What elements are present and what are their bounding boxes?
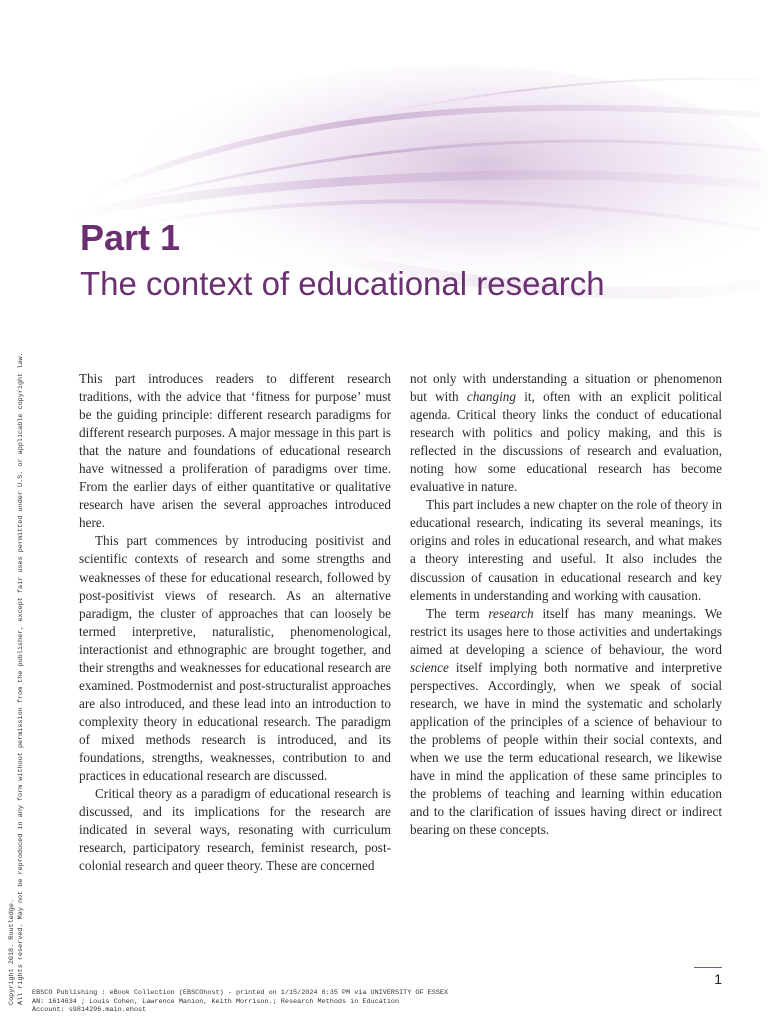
copyright-line: All rights reserved. May not be reproduced in any form without permission from the publisher, except fair uses permitted under U.S. or applicable copyright law. <box>17 352 25 1005</box>
paragraph: This part introduces readers to different research traditions, with the advice that ‘fitness for purpose’ must be the guiding principle: different research paradigms for different research purposes. A major message in this part is that the nature and foundations of educational research have witnessed a proliferation of paradigms over time. From the earlier days of either quantitative or qualitative research have arisen the several approaches introduced here. <box>79 371 391 531</box>
emphasis: science <box>410 659 449 675</box>
paragraph: Critical theory as a paradigm of educational research is discussed, and its implications for the research are indicated in several ways, resonating with curriculum research, participatory research, feminist research, post-colonial research and queer theory. These are concerned <box>79 786 391 874</box>
paragraph: This part commences by introducing positivist and scientific contexts of research and some strengths and weaknesses of these for educational research, followed by post-positivist views of research. As an alternative paradigm, the cluster of approaches that can loosely be termed interpretive, naturalistic, phenomenological, interactionist and ethnographic are brought together, and their strengths and weaknesses for educational research are examined. Postmodernist and post-structuralist approaches are also introduced, and these lead into an introduction to complexity theory in educational research. The paradigm of mixed methods research is introduced, and its foundations, strengths, weaknesses, contribution to and practices in educational research are discussed. <box>79 533 391 784</box>
page-number-rule <box>694 967 722 968</box>
print-footer <box>32 989 552 1015</box>
text-run: not only with understanding a situation or phenomenon but with <box>410 371 722 405</box>
text-run: The term <box>426 605 489 621</box>
page-number: 1 <box>714 971 722 987</box>
right-column <box>410 370 722 839</box>
footer-line: AN: 1614634 ; Louis Cohen, Lawrence Manion, Keith Morrison.; Research Methods in Education <box>32 997 400 1006</box>
text-run: itself implying both normative and interpretive perspectives. Accordingly, when we speak of social research, we have in mind the systematic and scholarly application of the principles of a science of behaviour to the problems of people within their social contexts, and when we use the term educational research, we likewise have in mind the application of these same principles to the problems of teaching and learning within education and to the clarification of issues having direct or indirect bearing on these concepts. <box>410 659 722 838</box>
paragraph: This part includes a new chapter on the role of theory in educational research, indicating its several meanings, its origins and roles in educational research, and what makes a theory interesting and useful. It also includes the discussion of causation in educational research and key elements in understanding and working with causation. <box>410 497 722 603</box>
copyright-line: Copyright 2018. Routledge. <box>8 898 16 1005</box>
text-run: it, often with an explicit political agenda. Critical theory links the conduct of educational research with politics and policy making, and this is reflected in the discussions of research and evaluation, noting how some educational research has become evaluative in nature. <box>410 389 722 495</box>
paragraph <box>410 370 722 496</box>
part-title: The context of educational research <box>80 265 605 302</box>
part-label: Part 1 <box>80 217 181 258</box>
emphasis: research <box>488 605 534 621</box>
text-run: itself has many meanings. We restrict its usages here to those activities and undertakings aimed at developing a science of behaviour, the word <box>410 605 722 657</box>
decorative-swoosh-banner <box>70 55 768 355</box>
copyright-notice <box>8 305 38 1005</box>
footer-line: EBSCO Publishing : eBook Collection (EBSCOhost) - printed on 1/15/2024 6:35 PM via UNIVERSITY OF ESSEX <box>32 989 449 997</box>
footer-line: Account: s9814296.main.ehost <box>32 1006 147 1014</box>
left-column <box>79 370 391 875</box>
emphasis: changing <box>466 389 516 405</box>
paragraph <box>410 605 722 840</box>
